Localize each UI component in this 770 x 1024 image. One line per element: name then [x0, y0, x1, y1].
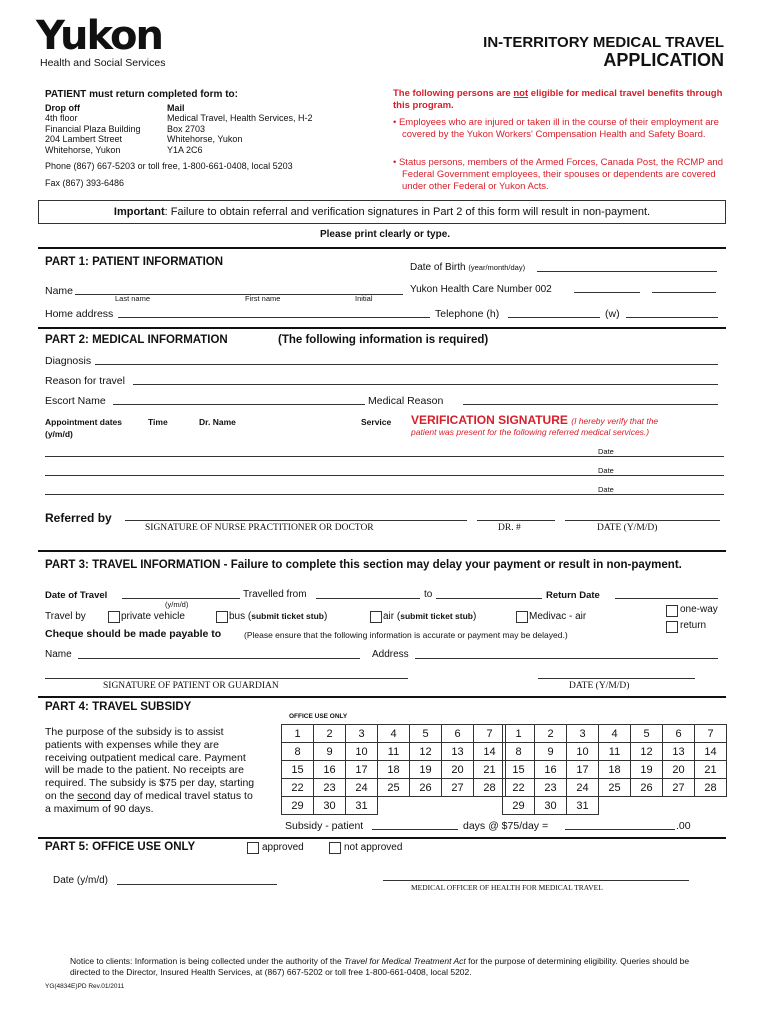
calendar-day	[442, 797, 474, 815]
appt-row-1[interactable]	[45, 456, 724, 457]
payee-name-field[interactable]	[78, 658, 360, 659]
patient-signature-caption: SIGNATURE OF PATIENT OR GUARDIAN	[103, 681, 279, 691]
escort-field[interactable]	[113, 404, 365, 405]
subsidy-desc-text: The purpose of the subsidy is to assist patients with expenses while they are receiving outpatient medical care. Payment will be made to the patient. No receipts are required. The subsidy is $75 per day, starting on the	[45, 726, 255, 802]
calendar-day[interactable]: 7	[474, 725, 506, 743]
calendar-day[interactable]: 29	[282, 797, 314, 815]
dropoff-line: Whitehorse, Yukon	[45, 144, 121, 155]
calendar-day[interactable]: 27	[442, 779, 474, 797]
dropoff-label: Drop off	[45, 103, 80, 113]
calendar-day[interactable]: 6	[663, 725, 695, 743]
patient-date-field[interactable]	[538, 678, 695, 679]
form-code: YG(4834E)PD Rev.01/2011	[45, 983, 125, 990]
service-label: Service	[361, 417, 392, 427]
calendar-day[interactable]: 9	[535, 743, 567, 761]
hcn-field-2[interactable]	[652, 292, 716, 293]
payee-name-label: Name	[45, 649, 72, 660]
calendar-day[interactable]: 19	[631, 761, 663, 779]
calendar-day[interactable]: 21	[474, 761, 506, 779]
calendar-day[interactable]: 14	[474, 743, 506, 761]
form-title: IN-TERRITORY MEDICAL TRAVEL	[483, 34, 724, 51]
cheque-note: (Please ensure that the following information is accurate or payment may be delayed.)	[244, 630, 568, 640]
approved-label: approved	[262, 842, 304, 853]
private-vehicle-checkbox[interactable]	[108, 611, 120, 623]
address-field[interactable]	[118, 317, 430, 318]
bus-checkbox[interactable]	[216, 611, 228, 623]
subsidy-days-field[interactable]	[372, 829, 458, 830]
tel-h-field[interactable]	[508, 317, 600, 318]
subsidy-desc-second: second	[77, 789, 111, 802]
hcn-label: Yukon Health Care Number 002	[410, 284, 552, 295]
calendar-day[interactable]: 8	[503, 743, 535, 761]
divider	[38, 837, 726, 839]
phone-info: Phone (867) 667-5203 or toll free, 1-800-661-0408, local 5203	[45, 161, 293, 171]
subsidy-total-field[interactable]	[565, 829, 675, 830]
dropoff-line: Financial Plaza Building	[45, 123, 141, 134]
dr-number-field[interactable]	[477, 520, 555, 521]
tel-w-label: (w)	[605, 308, 620, 320]
calendar-day[interactable]: 6	[442, 725, 474, 743]
mail-line: Y1A 2C6	[167, 144, 203, 155]
calendar-day[interactable]: 10	[567, 743, 599, 761]
part4-heading: PART 4: TRAVEL SUBSIDY	[45, 701, 192, 713]
approved-checkbox[interactable]	[247, 842, 259, 854]
initial-caption: Initial	[355, 294, 373, 303]
divider	[38, 696, 726, 698]
part5-heading: PART 5: OFFICE USE ONLY	[45, 841, 196, 853]
date-caption: Date	[598, 466, 614, 475]
calendar-week	[282, 743, 506, 761]
mail-address	[167, 113, 313, 155]
travelled-from-label: Travelled from	[243, 589, 307, 600]
name-label: Name	[45, 285, 74, 297]
calendar-day[interactable]: 11	[599, 743, 631, 761]
calendar-day	[599, 797, 631, 815]
dob-label	[410, 262, 525, 273]
diagnosis-label: Diagnosis	[45, 355, 92, 367]
calendar-day[interactable]: 26	[631, 779, 663, 797]
bullet-text: Employees who are injured or taken ill in the course of their employment are covered by the Yukon Workers' Compensation Health and Safety Board.	[398, 117, 719, 140]
mail-label: Mail	[167, 103, 185, 113]
address-label: Home address	[45, 308, 114, 320]
calendar-day	[410, 797, 442, 815]
divider	[38, 550, 726, 552]
calendar-week	[282, 761, 506, 779]
subsidy-mid: days @ $75/day =	[463, 820, 549, 832]
yukon-logo: Yukon	[36, 13, 163, 59]
calendar-day	[631, 797, 663, 815]
date-travel-field[interactable]	[122, 598, 240, 599]
calendar-day	[378, 797, 410, 815]
referring-signature-field[interactable]	[125, 520, 467, 521]
calendar-day[interactable]: 28	[474, 779, 506, 797]
important-box	[38, 200, 726, 224]
subsidy-end: .00	[676, 820, 691, 832]
med-reason-label: Medical Reason	[368, 395, 444, 407]
bus-note: submit ticket stub	[251, 611, 324, 621]
important-label: Important	[113, 206, 165, 218]
calendar-day[interactable]: 26	[410, 779, 442, 797]
medivac-label: Medivac - air	[529, 611, 587, 622]
return-label: return	[680, 620, 707, 631]
dr-name-label: Dr. Name	[199, 417, 236, 427]
reason-label: Reason for travel	[45, 375, 125, 387]
calendar-day	[474, 797, 506, 815]
calendar-week	[282, 779, 506, 797]
return-date-field[interactable]	[615, 598, 718, 599]
calendar-day[interactable]: 3	[346, 725, 378, 743]
calendar-week	[282, 725, 506, 743]
time-label: Time	[148, 417, 168, 427]
calendar-day[interactable]: 19	[410, 761, 442, 779]
calendar-day[interactable]: 12	[410, 743, 442, 761]
fax-info: Fax (867) 393-6486	[45, 178, 125, 188]
dob-text: Date of Birth	[410, 262, 466, 273]
return-date-label: Return Date	[546, 590, 600, 601]
dropoff-line: 4th floor	[45, 113, 78, 123]
return-checkbox[interactable]	[666, 621, 678, 633]
air-note: submit ticket stub	[400, 611, 473, 621]
escort-label: Escort Name	[45, 395, 106, 407]
diagnosis-field[interactable]	[95, 364, 718, 365]
office-date-field[interactable]	[117, 884, 277, 885]
calendar-day[interactable]: 5	[410, 725, 442, 743]
calendar-day[interactable]: 2	[535, 725, 567, 743]
calendar-day[interactable]: 30	[314, 797, 346, 815]
notice-text: for the purpose of determining eligibility. Queries should be directed to the Director, Insured Health Services, at (867) 667-5202 or toll free 1-800-661-0408, local 5202.	[70, 956, 690, 977]
to-field[interactable]	[436, 598, 542, 599]
subsidy-pre: Subsidy - patient	[285, 820, 364, 832]
calendar-day[interactable]: 4	[599, 725, 631, 743]
tel-w-field[interactable]	[626, 317, 718, 318]
officer-signature-field[interactable]	[383, 880, 689, 881]
notice-act: Travel for Medical Treatment Act	[344, 956, 466, 966]
calendar-day[interactable]: 31	[567, 797, 599, 815]
medivac-checkbox[interactable]	[516, 611, 528, 623]
part3-heading: PART 3: TRAVEL INFORMATION - Failure to complete this section may delay your payment or result in non-payment.	[45, 559, 682, 571]
calendar-day[interactable]: 1	[282, 725, 314, 743]
officer-caption: MEDICAL OFFICER OF HEALTH FOR MEDICAL TRAVEL	[411, 883, 603, 892]
bus-text: bus	[229, 611, 246, 622]
eligibility-bullet-2: • Status persons, members of the Armed Forces, Canada Post, the RCMP and Federal Government employees, their spouses or dependents are covered under other Federal or Yukon Acts.	[393, 157, 724, 192]
calendar-day[interactable]: 16	[535, 761, 567, 779]
calendar-day	[663, 797, 695, 815]
office-date-label: Date (y/m/d)	[53, 875, 109, 886]
date-travel-label: Date of Travel	[45, 590, 108, 601]
appt-ymd: (y/m/d)	[45, 429, 73, 439]
one-way-checkbox[interactable]	[666, 605, 678, 617]
calendar-day[interactable]: 15	[503, 761, 535, 779]
return-heading: PATIENT must return completed form to:	[45, 89, 238, 100]
referred-by-label: Referred by	[45, 511, 112, 525]
appt-row-3[interactable]	[45, 494, 724, 495]
calendar-day[interactable]: 22	[503, 779, 535, 797]
calendar-day[interactable]: 18	[378, 761, 410, 779]
verification-note-2: patient was present for the following referred medical services.)	[411, 427, 650, 437]
eligibility-heading-text: The following persons are	[393, 88, 514, 99]
notice-text: Notice to clients: Information is being collected under the authority of the	[70, 956, 345, 966]
last-name-caption: Last name	[115, 294, 151, 303]
calendar-week	[282, 797, 506, 815]
referral-date-field[interactable]	[565, 520, 720, 521]
verification-label	[411, 413, 658, 427]
office-use-label: OFFICE USE ONLY	[289, 713, 348, 720]
calendar-day[interactable]: 23	[314, 779, 346, 797]
mail-line: Medical Travel, Health Services, H-2	[167, 113, 313, 123]
calendar-day[interactable]: 25	[599, 779, 631, 797]
calendar-day[interactable]: 31	[346, 797, 378, 815]
calendar-day[interactable]: 28	[695, 779, 727, 797]
important-text: : Failure to obtain referral and verification signatures in Part 2 of this form will result in non-payment.	[164, 206, 651, 218]
calendar-day[interactable]: 22	[282, 779, 314, 797]
not-approved-checkbox[interactable]	[329, 842, 341, 854]
calendar-day[interactable]: 2	[314, 725, 346, 743]
calendar-day[interactable]: 5	[631, 725, 663, 743]
calendar-day[interactable]: 29	[503, 797, 535, 815]
date-travel-ymd: (y/m/d)	[165, 600, 189, 609]
calendar-day[interactable]: 20	[442, 761, 474, 779]
calendar-day[interactable]: 27	[663, 779, 695, 797]
appt-row-2[interactable]	[45, 475, 724, 476]
calendar-week	[503, 797, 727, 815]
payee-address-field[interactable]	[415, 658, 718, 659]
calendar-day[interactable]: 15	[282, 761, 314, 779]
private-vehicle-label: private vehicle	[121, 611, 185, 622]
calendar-day[interactable]: 20	[663, 761, 695, 779]
patient-date-caption: DATE (Y/M/D)	[569, 681, 630, 691]
eligibility-not: not	[513, 88, 529, 99]
eligibility-bullet-1: • Employees who are injured or taken ill in the course of their employment are covered by the Yukon Workers' Compensation Health and Safety Board.	[393, 117, 719, 140]
calendar-day[interactable]: 4	[378, 725, 410, 743]
part2-heading: PART 2: MEDICAL INFORMATION	[45, 334, 228, 346]
calendar-week	[503, 779, 727, 797]
subsidy-desc-text: day of medical travel status to a maximum of 90 days.	[45, 789, 253, 815]
date-caption: Date	[598, 447, 614, 456]
dob-format: (year/month/day)	[468, 263, 526, 272]
calendar-day[interactable]: 16	[314, 761, 346, 779]
one-way-label: one-way	[680, 604, 718, 615]
patient-signature-field[interactable]	[45, 678, 408, 679]
bus-label: bus (submit ticket stub)	[229, 611, 328, 622]
privacy-notice	[70, 956, 710, 978]
calendar-day[interactable]: 13	[442, 743, 474, 761]
date-ymd-caption: DATE (Y/M/D)	[597, 523, 658, 533]
nurse-signature-caption: SIGNATURE OF NURSE PRACTITIONER OR DOCTOR	[145, 523, 374, 533]
verification-text: VERIFICATION SIGNATURE	[411, 413, 568, 427]
calendar-day[interactable]: 14	[695, 743, 727, 761]
tel-h-label: Telephone (h)	[435, 308, 500, 320]
calendar-day[interactable]: 23	[535, 779, 567, 797]
calendar-day[interactable]: 3	[567, 725, 599, 743]
calendar-day[interactable]: 10	[346, 743, 378, 761]
calendar-day[interactable]: 25	[378, 779, 410, 797]
to-label: to	[424, 589, 433, 600]
calendar-day[interactable]: 9	[314, 743, 346, 761]
dropoff-address	[45, 113, 141, 155]
calendar-day[interactable]: 13	[663, 743, 695, 761]
part2-required: (The following information is required)	[278, 334, 489, 346]
air-label: air (submit ticket stub)	[383, 611, 477, 622]
travelled-from-field[interactable]	[316, 598, 420, 599]
dept-name: Health and Social Services	[40, 57, 166, 69]
hcn-field[interactable]	[574, 292, 640, 293]
dob-field[interactable]	[537, 271, 717, 272]
calendar-day[interactable]: 1	[503, 725, 535, 743]
air-text: air	[383, 611, 395, 622]
calendar-week	[503, 743, 727, 761]
mail-line: Box 2703	[167, 123, 206, 134]
calendar-day	[695, 797, 727, 815]
calendar-day[interactable]: 24	[567, 779, 599, 797]
subsidy-calc	[285, 820, 363, 832]
eligibility-heading	[393, 88, 728, 112]
verification-note: (I hereby verify that the	[571, 416, 659, 426]
travel-by-label: Travel by	[45, 611, 86, 622]
eligibility-heading-text: eligible for medical travel benefits through this program.	[393, 88, 723, 111]
calendar-day[interactable]: 12	[631, 743, 663, 761]
calendar-day[interactable]: 21	[695, 761, 727, 779]
divider	[38, 247, 726, 249]
date-caption: Date	[598, 485, 614, 494]
form-title-2: APPLICATION	[603, 50, 724, 70]
print-note: Please print clearly or type.	[319, 229, 451, 240]
dr-number-caption: DR. #	[498, 523, 521, 533]
payee-address-label: Address	[372, 649, 409, 660]
appt-label: Appointment dates	[45, 417, 122, 427]
calendar-month-1	[281, 724, 506, 815]
first-name-caption: First name	[245, 294, 281, 303]
mail-line: Whitehorse, Yukon	[167, 134, 243, 144]
dropoff-line: 204 Lambert Street	[45, 134, 123, 144]
divider	[38, 327, 726, 329]
calendar-day[interactable]: 17	[346, 761, 378, 779]
calendar-day[interactable]: 17	[567, 761, 599, 779]
calendar-day[interactable]: 11	[378, 743, 410, 761]
calendar-day[interactable]: 8	[282, 743, 314, 761]
cheque-label: Cheque should be made payable to	[45, 628, 222, 640]
bullet-text: Status persons, members of the Armed Forces, Canada Post, the RCMP and Federal Government employees, their spouses or dependents are covered under other Federal or Yukon Acts.	[398, 157, 724, 192]
calendar-day[interactable]: 30	[535, 797, 567, 815]
subsidy-description	[45, 726, 255, 816]
calendar-day[interactable]: 24	[346, 779, 378, 797]
calendar-day[interactable]: 7	[695, 725, 727, 743]
not-approved-label: not approved	[344, 842, 403, 853]
calendar-month-2	[502, 724, 727, 815]
calendar-week	[503, 725, 727, 743]
calendar-day[interactable]: 18	[599, 761, 631, 779]
med-reason-field[interactable]	[463, 404, 718, 405]
part1-heading: PART 1: PATIENT INFORMATION	[45, 256, 224, 268]
reason-field[interactable]	[133, 384, 718, 385]
calendar-week	[503, 761, 727, 779]
air-checkbox[interactable]	[370, 611, 382, 623]
